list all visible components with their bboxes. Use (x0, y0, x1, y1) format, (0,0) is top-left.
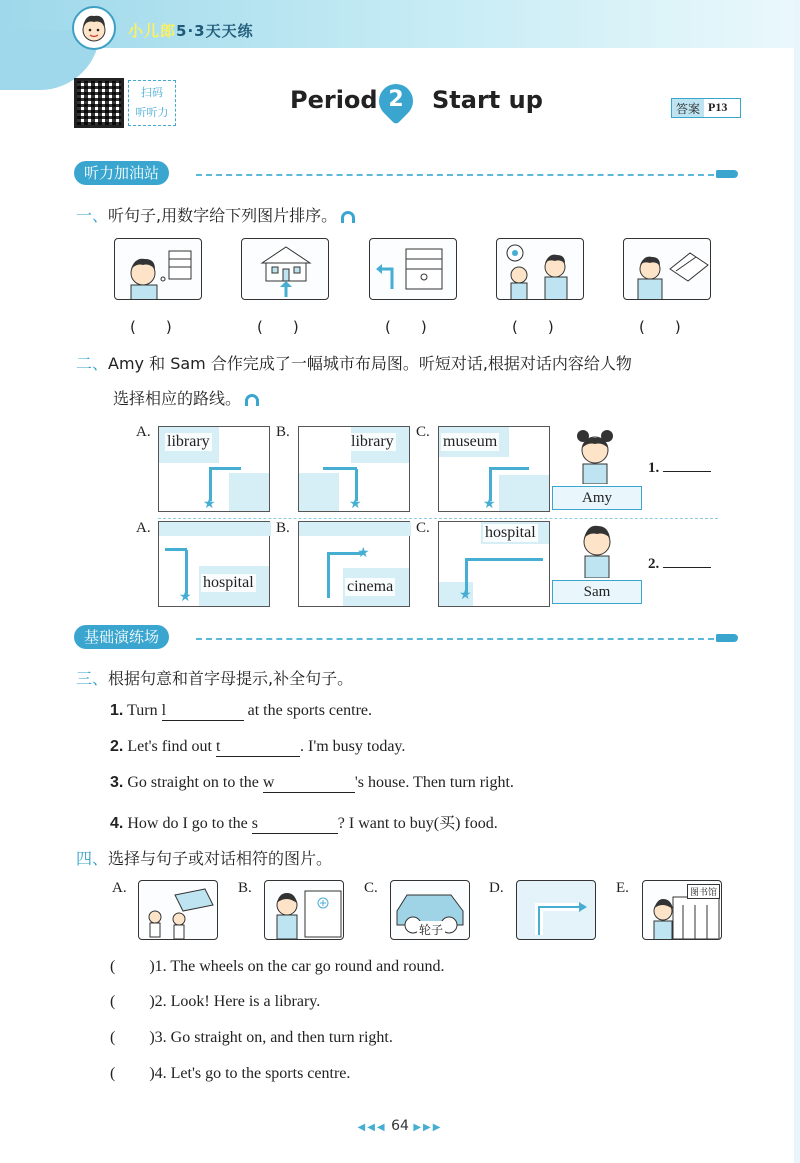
q2-row2-map-a[interactable] (158, 521, 270, 607)
q2-row2-option-a: A. (136, 520, 151, 536)
question-1-title: 一、听句子,用数字给下列图片排序。 (76, 203, 355, 226)
scan-to-listen-label: 扫码 听听力 (128, 80, 176, 126)
q4-item-1[interactable]: ( )1. The wheels on the car go round and round. (110, 958, 445, 975)
q4-picture-d[interactable] (516, 880, 596, 940)
sam-name-tag: Sam (552, 580, 642, 604)
headphone-icon (245, 394, 259, 406)
q2-row2-option-b: B. (276, 520, 290, 536)
q2-row1-option-a: A. (136, 424, 151, 440)
kids-sports-centre-icon (139, 881, 218, 940)
q1-picture-1 (114, 238, 202, 300)
q2-row2-map-b[interactable] (298, 521, 410, 607)
question-2-title: 二、Amy 和 Sam 合作完成了一幅城市布局图。听短对话,根据对话内容给人物 (76, 354, 632, 373)
q4-picture-a[interactable] (138, 880, 218, 940)
sam-avatar (572, 520, 622, 578)
q3-item-3: 3. Go straight on to the w 's house. Then turn right. (110, 774, 514, 791)
page-number: 64 (391, 1118, 409, 1134)
question-3-title: 三、根据句意和首字母提示,补全句子。 (76, 669, 354, 688)
q2-row1-option-c: C. (416, 424, 430, 440)
q2-row1-map-b[interactable] (298, 426, 410, 512)
map-label: cinema (347, 578, 394, 595)
q1-answer-paren-1[interactable]: ( ) (130, 318, 172, 336)
map-label: museum (443, 433, 498, 450)
girl-hospital-icon (265, 881, 344, 940)
q1-answer-paren-5[interactable]: ( ) (639, 318, 681, 336)
q1-answer-paren-2[interactable]: ( ) (257, 318, 299, 336)
start-star-icon: ★ (459, 587, 472, 603)
house-arrow-icon (242, 239, 329, 300)
left-arrows-icon: ◀◀◀ (357, 1122, 387, 1133)
q2-row1-map-c[interactable] (438, 426, 550, 512)
start-star-icon: ★ (483, 496, 496, 512)
q4-option-a: A. (112, 880, 127, 896)
start-star-icon: ★ (357, 545, 370, 561)
q3-blank-4[interactable]: s (252, 815, 338, 834)
q4-option-d: D. (489, 880, 504, 896)
q3-blank-2[interactable]: t (216, 738, 300, 757)
q4-option-e: E. (616, 880, 629, 896)
amy-name-tag: Amy (552, 486, 642, 510)
section-listening-bar: 听力加油站 (74, 161, 169, 185)
q3-item-2: 2. Let's find out t . I'm busy today. (110, 738, 406, 755)
header-band (0, 0, 800, 48)
map-label: hospital (203, 574, 254, 591)
q4-picture-e[interactable] (642, 880, 722, 940)
boy-thinking-icon (115, 239, 202, 300)
q2-row2-map-c[interactable] (438, 521, 550, 607)
q4-option-b: B. (238, 880, 252, 896)
q2-row-divider (158, 518, 718, 519)
section-divider (196, 174, 714, 176)
q2-row2-option-c: C. (416, 520, 430, 536)
start-star-icon: ★ (349, 496, 362, 512)
question-4-title: 四、选择与句子或对话相符的图片。 (76, 849, 333, 868)
library-sign: 图书馆 (687, 884, 720, 899)
q2-row1-map-a[interactable] (158, 426, 270, 512)
right-arrows-icon: ▶▶▶ (413, 1122, 443, 1133)
period-number: 2 (388, 87, 404, 112)
straight-then-right-arrow-icon (517, 881, 596, 940)
q3-item-1: 1. Turn l at the sports centre. (110, 702, 373, 719)
map-label: library (167, 433, 210, 450)
q2-answer-1[interactable]: 1. (648, 460, 711, 477)
boy-sam-icon (572, 520, 622, 578)
q1-picture-3 (369, 238, 457, 300)
q1-picture-2 (241, 238, 329, 300)
pencil-icon (716, 170, 738, 178)
q4-option-c: C. (364, 880, 378, 896)
boy-mascot-icon (74, 8, 114, 48)
q2-answer-2[interactable]: 2. (648, 556, 711, 573)
amy-avatar (570, 426, 620, 484)
q3-item-4: 4. How do I go to the s ? I want to buy(买) food. (110, 815, 498, 832)
mascot-avatar (72, 6, 116, 50)
map-label: library (351, 433, 394, 450)
girl-amy-icon (570, 426, 620, 484)
q4-picture-c[interactable] (390, 880, 470, 940)
q3-blank-1[interactable]: l (162, 702, 244, 721)
period-label: Period (290, 86, 378, 114)
q1-picture-5 (623, 238, 711, 300)
qr-code[interactable] (74, 78, 124, 128)
section-practice-bar: 基础演练场 (74, 625, 169, 649)
start-star-icon: ★ (203, 496, 216, 512)
start-star-icon: ★ (179, 589, 192, 605)
page-footer (0, 1118, 800, 1134)
page-edge (794, 0, 800, 1163)
section-divider (196, 638, 714, 640)
kids-talking-wheels-icon (497, 239, 584, 300)
q4-item-4[interactable]: ( )4. Let's go to the sports centre. (110, 1065, 351, 1082)
q1-picture-4 (496, 238, 584, 300)
boy-library-icon (624, 239, 711, 300)
q4-item-3[interactable]: ( )3. Go straight on, and then turn right. (110, 1029, 393, 1046)
map-label: hospital (485, 524, 536, 541)
q4-item-2[interactable]: ( )2. Look! Here is a library. (110, 993, 321, 1010)
pencil-icon (716, 634, 738, 642)
turn-left-building-icon (370, 239, 457, 300)
q2-row1-option-b: B. (276, 424, 290, 440)
q1-answer-paren-4[interactable]: ( ) (512, 318, 554, 336)
headphone-icon (341, 211, 355, 223)
brand-title: 小儿郎5·3天天练 (128, 22, 254, 40)
q4-picture-b[interactable] (264, 880, 344, 940)
answer-page-tag: 答案 P13 (671, 98, 741, 118)
q3-blank-3[interactable]: w (263, 774, 355, 793)
wheel-label: 轮子 (419, 923, 444, 937)
q1-answer-paren-3[interactable]: ( ) (385, 318, 427, 336)
question-2-title-line2: 选择相应的路线。 (113, 386, 259, 409)
page-title: Start up (432, 86, 543, 114)
